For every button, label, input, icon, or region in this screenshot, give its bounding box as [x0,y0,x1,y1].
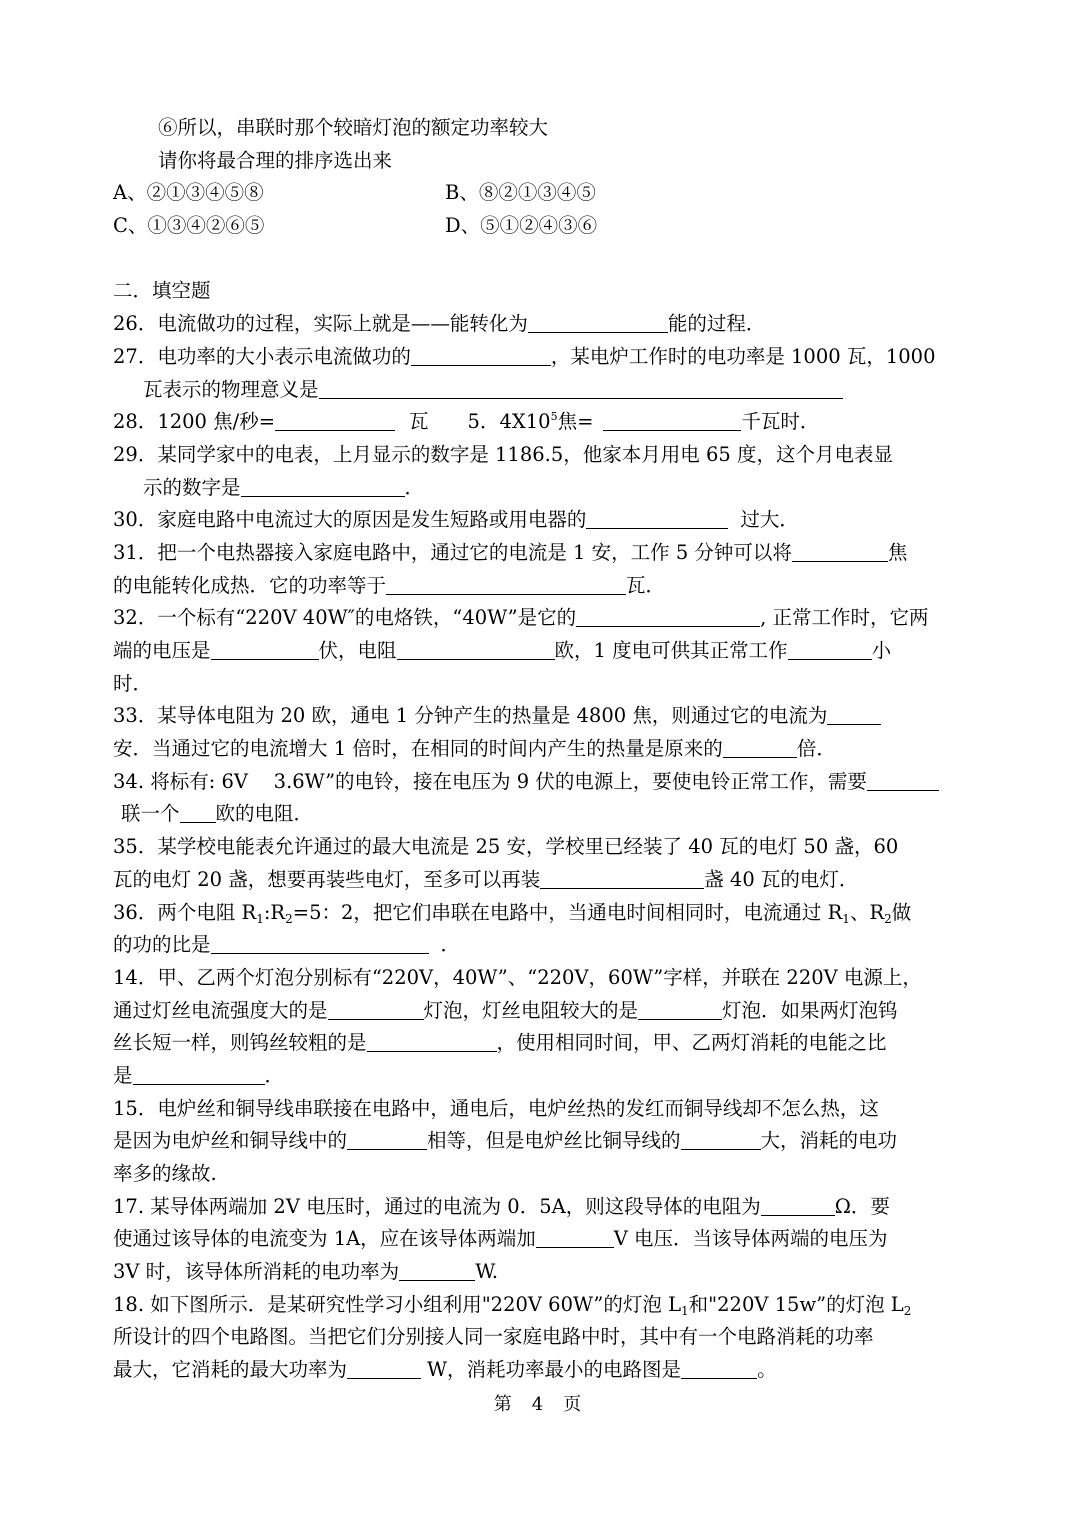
question-15-cont: 是因为电炉丝和铜导线中的 相等，但是电炉丝比铜导线的 大，消耗的电功 [113,1129,898,1153]
question-36-cont: 的功的比是 ． [113,933,461,957]
question-32-cont: 端的电压是 伏，电阻 欧，1 度电可供其正常工作 小 [113,639,892,662]
answer-blank[interactable] [180,800,216,823]
page-footer: 第 4 页 [493,1394,582,1415]
answer-blank[interactable] [723,735,797,758]
question-14: 14．甲、乙两个灯泡分别标有“220V，40W”、“220V，60W”字样，并联在 220V 电源上， [113,965,922,989]
question-14-end: 是 ． [113,1063,285,1087]
answer-blank[interactable] [328,997,424,1020]
question-31: 31．把一个电热器接入家庭电路中，通过它的电流是 1 安，工作 5 分钟可以将 焦 [113,540,908,564]
question-14-cont: 通过灯丝电流强度大的是 灯泡，灯丝电阻较大的是 灯泡．如果两灯泡钨 [113,998,898,1022]
question-36: 36．两个电阻 $R_1:R_2=5$：2，把它们串联在电路中，当通电时间相同时，电流通过 $R_1$、$R_2$做 [113,900,912,926]
question-18-cont: 所设计的四个电路图。当把它们分别接人同一家庭电路中时，其中有一个电路消耗的功率 [113,1325,874,1349]
question-29-cont: 示的数字是 ． [143,475,425,499]
answer-blank[interactable] [638,997,722,1020]
question-14-cont2: 丝长短一样，则钨丝较粗的是 ，使用相同时间，甲、乙两灯消耗的电能之比 [113,1031,887,1055]
text-line [113,112,975,145]
answer-blank[interactable] [275,408,395,431]
exam-page [113,112,975,1387]
answer-blank[interactable] [681,1127,761,1150]
question-31-cont: 的电能转化成热．它的功率等于 瓦． [113,573,666,597]
answer-blank[interactable] [586,506,728,529]
question-28: 28．1200 焦/秒= 瓦 5．$4X10^5$焦= 千瓦时． [113,410,820,434]
section-title: 二．填空题 [113,279,211,303]
question-33: 33．某导体电阻为 20 欧，通电 1 分钟产生的热量是 4800 焦，则通过它的电流为 [113,700,975,733]
text-line [113,145,975,178]
answer-blank[interactable] [211,931,429,954]
question-29: 29．某同学家中的电表，上月显示的数字是 1186.5，他家本月用电 65 度，这个月电表显 [113,442,893,466]
question-27: 27．电功率的大小表示电流做功的 ，某电炉工作时的电功率是 1000 瓦，1000 [113,344,936,368]
answer-blank[interactable] [761,1193,835,1216]
statement-6: ⑥所以，串联时那个较暗灯泡的额定功率较大 [158,116,549,139]
question-18-end: 最大，它消耗的最大功率为 W，消耗功率最小的电路图是 。 [113,1358,777,1382]
question-30: 30．家庭电路中电流过大的原因是发生短路或用电器的 过大． [113,508,799,532]
question-35-cont: 瓦的电灯 20 盏，想要再装些电灯，至多可以再装 盏 40 瓦的电灯． [113,867,859,891]
answer-blank[interactable] [411,343,551,366]
answer-blank[interactable] [576,604,760,627]
answer-blank[interactable] [792,539,888,562]
answer-blank[interactable] [241,474,405,497]
question-33-cont: 安．当通过它的电流增大 1 倍时，在相同的时间内产生的热量是原来的 倍． [113,737,836,761]
question-15: 15．电炉丝和铜导线串联接在电路中，通电后，电炉丝热的发红而铜导线却不怎么热，这 [113,1096,879,1120]
question-27-cont: 瓦表示的物理意义是 [113,374,975,407]
answer-blank[interactable] [788,637,872,660]
question-26: 26．电流做功的过程，实际上就是——能转化为 能的过程． [113,312,766,336]
answer-blank[interactable] [399,1258,475,1281]
answer-blank[interactable] [211,637,319,660]
answer-blank[interactable] [347,1127,427,1150]
answer-blank[interactable] [347,1356,421,1379]
answer-blank[interactable] [319,376,843,399]
answer-blank[interactable] [540,866,704,889]
option-c: C、①③④②⑥⑤ [113,214,265,238]
options-row [113,210,975,243]
question-17-end: 3V 时，该导体所消耗的电功率为 W. [113,1260,499,1284]
question-35: 35．某学校电能表允许通过的最大电流是 25 安，学校里已经装了 40 瓦的电灯 50 盏，60 [113,835,899,859]
answer-blank[interactable] [386,572,626,595]
answer-blank[interactable] [867,768,939,791]
question-15-end: 率多的缘故. [113,1162,217,1185]
answer-blank[interactable] [397,637,555,660]
question-32: 32．一个标有“220V 40W″的电烙铁，“40W”是它的 , 正常工作时，它两 [113,606,929,630]
answer-blank[interactable] [528,310,668,333]
option-b: B、⑧②①③④⑤ [445,181,596,205]
answer-blank[interactable] [367,1029,497,1052]
question-17: 17. 某导体两端加 2V 电压时，通过的电流为 0．5A，则这段导体的电阻为 Ω．要 [113,1194,890,1218]
answer-blank[interactable] [681,1356,757,1379]
question-34: 34. 将标有: 6V 3.6W”的电铃，接在电压为 9 伏的电源上，要使电铃正常工作，需要 [113,766,975,799]
answer-blank[interactable] [827,702,881,725]
question-34-cont: 联一个 欧的电阻． [121,802,314,826]
answer-blank[interactable] [536,1225,614,1248]
answer-blank[interactable] [133,1062,265,1085]
question-32-end: 时． [113,671,153,695]
option-d: D、⑤①②④③⑥ [445,214,598,238]
instruction: 请你将最合理的排序选出来 [158,148,393,172]
page-number: 4 [531,1394,544,1415]
question-18: 18. 如下图所示．是某研究性学习小组利用"220V 60W”的灯泡 $L_1$和"220V 15w”的灯泡 $L_2$ [113,1292,912,1318]
answer-blank[interactable] [603,408,741,431]
option-a: A、②①③④⑤⑧ [113,181,264,205]
question-17-cont: 使通过该导体的电流变为 1A，应在该导体两端加 V 电压．当该导体两端的电压为 [113,1227,888,1251]
options-row [113,177,975,210]
